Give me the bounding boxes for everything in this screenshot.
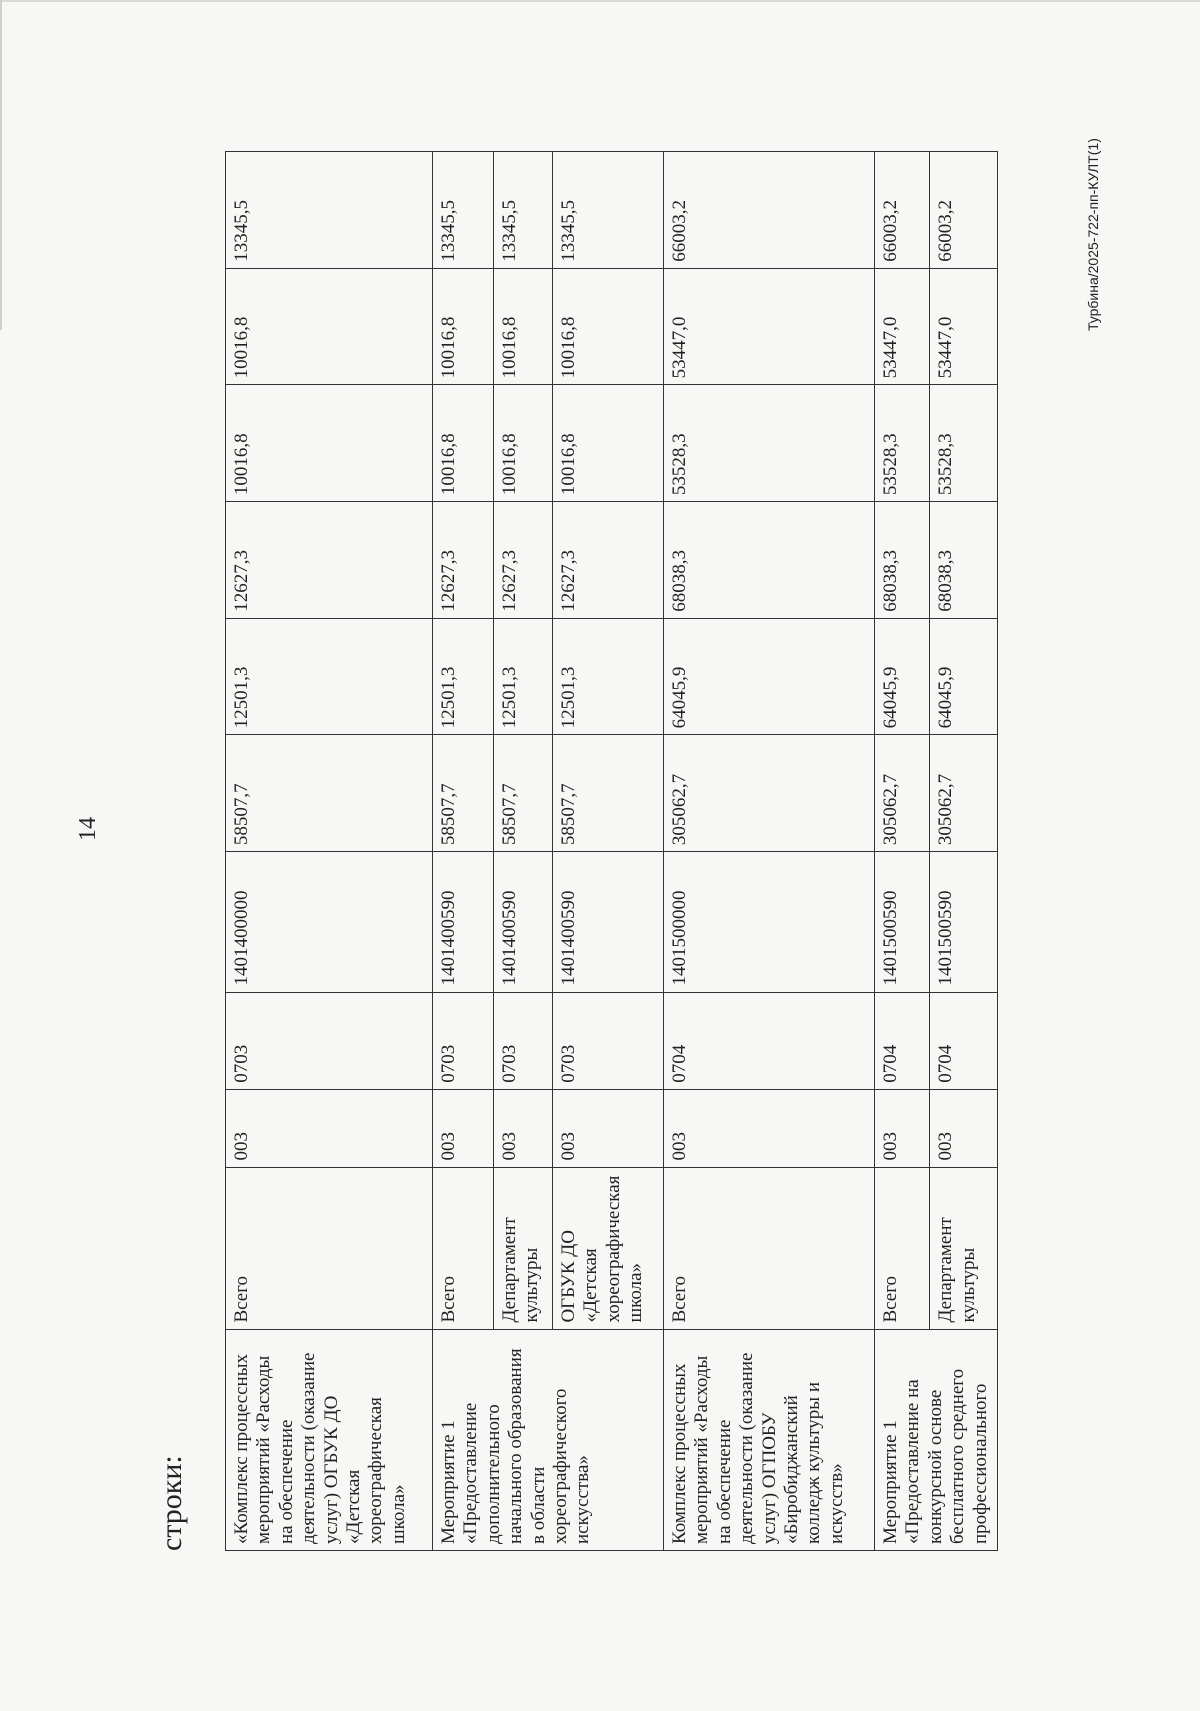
code-grbs: 003 bbox=[930, 1089, 998, 1167]
value-year-5: 13345,5 bbox=[433, 152, 494, 269]
value-year-1: 64045,9 bbox=[930, 618, 998, 735]
code-section: 0704 bbox=[930, 992, 998, 1089]
value-year-3: 53528,3 bbox=[875, 385, 930, 502]
table-row bbox=[875, 152, 930, 1551]
row-name: Комплекс процессных мероприятий «Расходы на обеспечение деятельности (оказание услуг) ОГПОБУ «Биробиджанский колледж культуры и искусств» bbox=[664, 1329, 875, 1550]
row-responsible: Департамент культуры bbox=[930, 1167, 998, 1329]
row-name: «Комплекс процессных мероприятий «Расходы на обеспечение деятельности (оказание услуг) ОГБУК ДО «Детская хореографическая школа» bbox=[226, 1329, 433, 1550]
code-target: 1401500000 bbox=[664, 852, 875, 992]
value-total: 58507,7 bbox=[433, 735, 494, 852]
code-section: 0703 bbox=[494, 992, 553, 1089]
table-row bbox=[664, 152, 875, 1551]
value-year-1: 64045,9 bbox=[664, 618, 875, 735]
value-year-2: 68038,3 bbox=[875, 502, 930, 619]
row-responsible: Всего bbox=[875, 1167, 930, 1329]
value-year-2: 12627,3 bbox=[553, 502, 664, 619]
code-grbs: 003 bbox=[875, 1089, 930, 1167]
value-year-1: 12501,3 bbox=[494, 618, 553, 735]
table-row bbox=[226, 152, 433, 1551]
row-name: Мероприятие 1 «Предоставление на конкурсной основе бесплатного среднего профессионального bbox=[875, 1329, 998, 1550]
value-year-4: 10016,8 bbox=[226, 268, 433, 385]
value-year-1: 12501,3 bbox=[226, 618, 433, 735]
value-year-3: 53528,3 bbox=[930, 385, 998, 502]
page-number: 14 bbox=[75, 817, 101, 841]
value-total: 58507,7 bbox=[226, 735, 433, 852]
value-year-4: 10016,8 bbox=[494, 268, 553, 385]
value-year-2: 12627,3 bbox=[433, 502, 494, 619]
code-grbs: 003 bbox=[553, 1089, 664, 1167]
value-year-3: 10016,8 bbox=[553, 385, 664, 502]
value-total: 305062,7 bbox=[930, 735, 998, 852]
value-year-4: 53447,0 bbox=[664, 268, 875, 385]
value-year-2: 68038,3 bbox=[930, 502, 998, 619]
value-year-1: 12501,3 bbox=[433, 618, 494, 735]
value-year-1: 12501,3 bbox=[553, 618, 664, 735]
value-year-3: 10016,8 bbox=[226, 385, 433, 502]
row-responsible: ОГБУК ДО «Детская хореографическая школа» bbox=[553, 1167, 664, 1329]
row-responsible: Департамент культуры bbox=[494, 1167, 553, 1329]
value-total: 305062,7 bbox=[664, 735, 875, 852]
value-year-5: 13345,5 bbox=[494, 152, 553, 269]
value-total: 58507,7 bbox=[494, 735, 553, 852]
code-grbs: 003 bbox=[494, 1089, 553, 1167]
code-section: 0704 bbox=[664, 992, 875, 1089]
value-year-5: 13345,5 bbox=[553, 152, 664, 269]
value-year-5: 13345,5 bbox=[226, 152, 433, 269]
value-year-2: 68038,3 bbox=[664, 502, 875, 619]
code-section: 0704 bbox=[875, 992, 930, 1089]
value-year-3: 10016,8 bbox=[433, 385, 494, 502]
code-section: 0703 bbox=[226, 992, 433, 1089]
prefix-word: строки: bbox=[155, 1455, 188, 1551]
code-target: 1401500590 bbox=[930, 852, 998, 992]
value-year-3: 10016,8 bbox=[494, 385, 553, 502]
footer-code: Турбина/2025-722-пп-КУЛТ(1) bbox=[1085, 138, 1101, 331]
value-year-5: 66003,2 bbox=[930, 152, 998, 269]
code-target: 1401400590 bbox=[433, 852, 494, 992]
budget-table bbox=[225, 151, 998, 1551]
code-target: 1401400590 bbox=[553, 852, 664, 992]
value-total: 58507,7 bbox=[553, 735, 664, 852]
value-total: 305062,7 bbox=[875, 735, 930, 852]
value-year-1: 64045,9 bbox=[875, 618, 930, 735]
code-target: 1401400590 bbox=[494, 852, 553, 992]
value-year-5: 66003,2 bbox=[875, 152, 930, 269]
code-grbs: 003 bbox=[226, 1089, 433, 1167]
code-target: 1401500590 bbox=[875, 852, 930, 992]
row-responsible: Всего bbox=[433, 1167, 494, 1329]
value-year-5: 66003,2 bbox=[664, 152, 875, 269]
code-section: 0703 bbox=[553, 992, 664, 1089]
code-section: 0703 bbox=[433, 992, 494, 1089]
value-year-4: 53447,0 bbox=[930, 268, 998, 385]
value-year-2: 12627,3 bbox=[494, 502, 553, 619]
row-name: Мероприятие 1 «Предоставление дополнительного начального образования в области хореографического искусства» bbox=[433, 1329, 664, 1550]
value-year-2: 12627,3 bbox=[226, 502, 433, 619]
row-responsible: Всего bbox=[226, 1167, 433, 1329]
code-grbs: 003 bbox=[433, 1089, 494, 1167]
value-year-3: 53528,3 bbox=[664, 385, 875, 502]
table-row bbox=[433, 152, 494, 1551]
value-year-4: 10016,8 bbox=[553, 268, 664, 385]
value-year-4: 10016,8 bbox=[433, 268, 494, 385]
value-year-4: 53447,0 bbox=[875, 268, 930, 385]
code-grbs: 003 bbox=[664, 1089, 875, 1167]
row-responsible: Всего bbox=[664, 1167, 875, 1329]
code-target: 1401400000 bbox=[226, 852, 433, 992]
